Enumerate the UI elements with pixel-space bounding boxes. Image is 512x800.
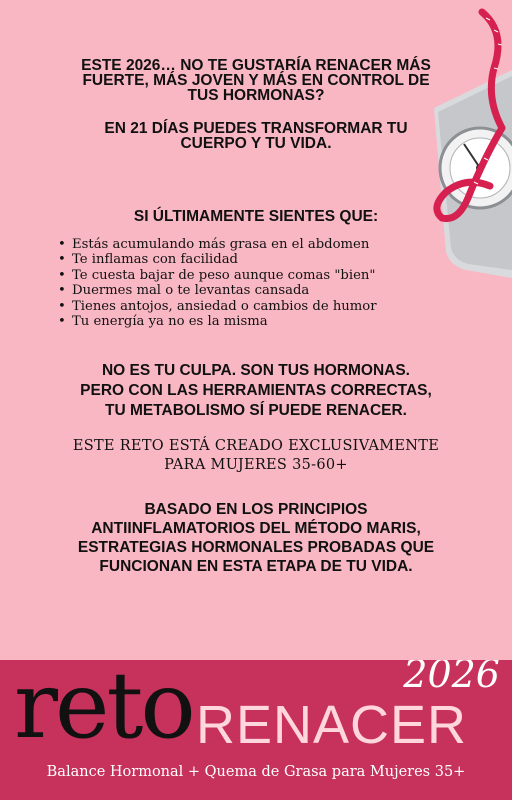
symptoms-list	[58, 237, 377, 329]
method-statement: BASADO EN LOS PRINCIPIOS ANTIINFLAMATORIOS DEL MÉTODO MARIS, ESTRATEGIAS HORMONALES PROBADAS QUE FUNCIONAN EN ESTA ETAPA DE TU VIDA.	[77, 501, 435, 575]
title-banner	[0, 660, 512, 800]
list-item: • Te inflamas con facilidad	[58, 252, 377, 267]
not-your-fault-statement: NO ES TU CULPA. SON TUS HORMONAS. PERO CON LAS HERRAMIENTAS CORRECTAS, TU METABOLISMO SÍ PUEDE RENACER.	[80, 362, 432, 419]
list-item: • Tienes antojos, ansiedad o cambios de humor	[58, 299, 377, 314]
symptoms-heading: SI ÚLTIMAMENTE SIENTES QUE:	[133, 208, 379, 225]
intro-question: ESTE 2026… NO TE GUSTARÍA RENACER MÁS FUERTE, MÁS JOVEN Y MÁS EN CONTROL DE TUS HORMONAS?	[81, 57, 431, 104]
logo-renacer: RENACER	[196, 695, 468, 755]
intro-promise: EN 21 DÍAS PUEDES TRANSFORMAR TU CUERPO Y TU VIDA.	[104, 120, 408, 152]
bathroom-scale-icon	[394, 8, 512, 298]
logo-reto: reto	[14, 660, 193, 759]
list-item: • Te cuesta bajar de peso aunque comas "bien"	[58, 268, 377, 283]
intro-section	[56, 58, 456, 151]
tagline: Balance Hormonal + Quema de Grasa para Mujeres 35+	[46, 764, 466, 780]
year-label: 2026	[403, 660, 500, 696]
list-item: • Tu energía ya no es la misma	[58, 314, 377, 329]
list-item: • Duermes mal o te levantas cansada	[58, 283, 377, 298]
list-item: • Estás acumulando más grasa en el abdomen	[58, 237, 377, 252]
target-audience-text: ESTE RETO ESTÁ CREADO EXCLUSIVAMENTE PARA MUJERES 35-60+	[72, 438, 440, 473]
